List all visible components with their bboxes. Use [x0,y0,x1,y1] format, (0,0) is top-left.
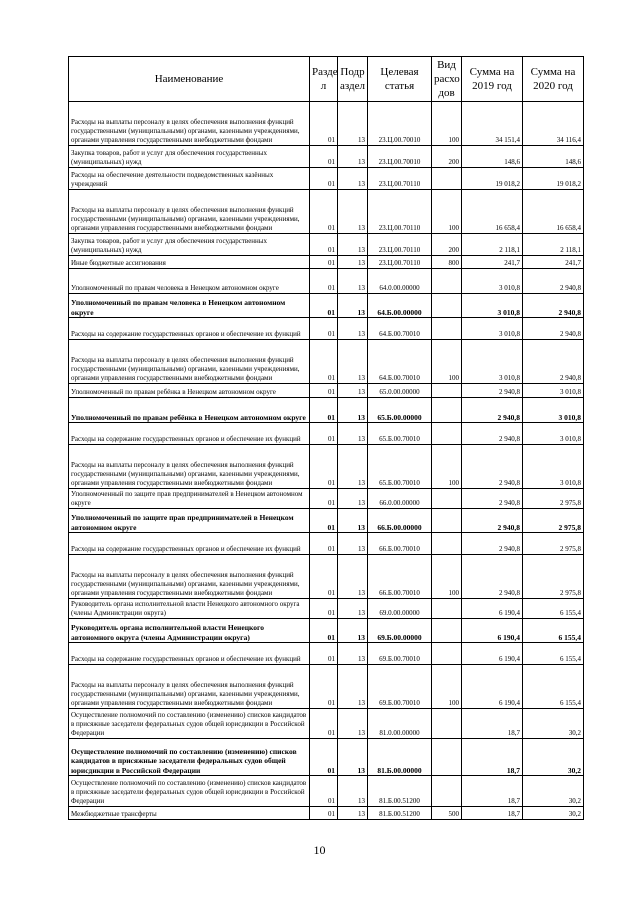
cell-vid: 100 [432,445,462,489]
cell-vid: 800 [432,256,462,269]
cell-target: 81.Б.00.00000 [368,739,432,776]
cell-sum-2019: 2 940,8 [462,384,523,398]
cell-podrazdel: 13 [338,340,368,384]
cell-podrazdel: 13 [338,294,368,318]
cell-sum-2019: 148,6 [462,146,523,168]
cell-sum-2020: 6 155,4 [523,599,584,619]
cell-target: 66.Б.00.70010 [368,533,432,555]
cell-podrazdel: 13 [338,555,368,599]
table-body [69,102,584,820]
cell-vid [432,269,462,294]
cell-razdel: 01 [310,256,338,269]
cell-sum-2019: 2 940,8 [462,445,523,489]
cell-vid: 500 [432,807,462,820]
cell-vid [432,384,462,398]
cell-name: Уполномоченный по правам человека в Ненецком автономном округе [69,294,310,318]
cell-sum-2020: 2 940,8 [523,294,584,318]
cell-sum-2019: 241,7 [462,256,523,269]
header-target: Целевая статья [368,57,432,102]
cell-name: Межбюджетные трансферты [69,807,310,820]
cell-name: Расходы на обеспечение деятельности подведомственных казённых учреждений [69,168,310,190]
cell-sum-2020: 2 975,8 [523,555,584,599]
cell-name: Расходы на выплаты персоналу в целях обеспечения выполнения функций государственными (муниципальными) органами, казенными учреждениями, органами управления государственными внебюджетными фондами [69,340,310,384]
table-row [69,269,584,294]
header-name: Наименование [69,57,310,102]
cell-vid [432,619,462,643]
cell-sum-2019: 18,7 [462,776,523,807]
cell-sum-2020: 34 116,4 [523,102,584,146]
table-row [69,665,584,709]
cell-vid [432,739,462,776]
cell-sum-2020: 3 010,8 [523,398,584,423]
cell-razdel: 01 [310,533,338,555]
cell-sum-2020: 30,2 [523,776,584,807]
cell-razdel: 01 [310,807,338,820]
cell-name: Расходы на содержание государственных органов и обеспечение их функций [69,318,310,340]
cell-target: 69.Б.00.70010 [368,643,432,665]
cell-name: Уполномоченный по правам ребёнка в Ненецком автономном округе [69,384,310,398]
cell-razdel: 01 [310,619,338,643]
cell-podrazdel: 13 [338,318,368,340]
cell-razdel: 01 [310,665,338,709]
table-row [69,102,584,146]
cell-target: 81.0.00.00000 [368,709,432,739]
cell-sum-2020: 3 010,8 [523,445,584,489]
cell-razdel: 01 [310,269,338,294]
cell-vid: 100 [432,190,462,234]
cell-razdel: 01 [310,190,338,234]
cell-razdel: 01 [310,423,338,445]
cell-sum-2019: 6 190,4 [462,643,523,665]
cell-vid [432,398,462,423]
cell-target: 23.Ц.00.70010 [368,102,432,146]
cell-vid [432,168,462,190]
table-row [69,318,584,340]
budget-table [68,56,584,820]
cell-vid [432,294,462,318]
table-row [69,739,584,776]
cell-razdel: 01 [310,643,338,665]
table-row [69,340,584,384]
cell-razdel: 01 [310,398,338,423]
cell-sum-2020: 6 155,4 [523,643,584,665]
cell-target: 64.0.00.00000 [368,269,432,294]
cell-podrazdel: 13 [338,423,368,445]
cell-podrazdel: 13 [338,234,368,256]
cell-razdel: 01 [310,509,338,533]
cell-target: 65.Б.00.70010 [368,445,432,489]
cell-sum-2019: 6 190,4 [462,599,523,619]
cell-target: 81.Б.00.51200 [368,807,432,820]
cell-target: 23.Ц.00.70010 [368,146,432,168]
cell-name: Осуществление полномочий по составлению (изменению) списков кандидатов в присяжные заседатели федеральных судов общей юрисдикции в Российской Федерации [69,709,310,739]
table-row [69,234,584,256]
cell-sum-2019: 18,7 [462,807,523,820]
cell-sum-2019: 2 940,8 [462,423,523,445]
cell-razdel: 01 [310,318,338,340]
cell-target: 69.Б.00.00000 [368,619,432,643]
cell-sum-2019: 2 940,8 [462,509,523,533]
table-row [69,168,584,190]
table-row [69,643,584,665]
cell-vid [432,489,462,509]
cell-vid: 100 [432,340,462,384]
cell-target: 23.Ц.00.70110 [368,256,432,269]
table-row [69,709,584,739]
cell-sum-2020: 2 940,8 [523,340,584,384]
cell-target: 65.0.00.00000 [368,384,432,398]
cell-podrazdel: 13 [338,665,368,709]
cell-podrazdel: 13 [338,776,368,807]
cell-vid [432,643,462,665]
cell-name: Расходы на содержание государственных органов и обеспечение их функций [69,533,310,555]
header-podrazdel: Подр аздел [338,57,368,102]
cell-sum-2019: 3 010,8 [462,340,523,384]
cell-vid: 100 [432,665,462,709]
cell-sum-2019: 2 940,8 [462,489,523,509]
cell-sum-2019: 3 010,8 [462,269,523,294]
cell-name: Уполномоченный по правам человека в Ненецком автономном округе [69,269,310,294]
cell-sum-2020: 16 658,4 [523,190,584,234]
cell-sum-2020: 2 940,8 [523,318,584,340]
cell-razdel: 01 [310,234,338,256]
cell-podrazdel: 13 [338,509,368,533]
cell-sum-2020: 3 010,8 [523,423,584,445]
cell-sum-2019: 16 658,4 [462,190,523,234]
cell-name: Осуществление полномочий по составлению (изменению) списков кандидатов в присяжные заседатели федеральных судов общей юрисдикции в Российской Федерации [69,776,310,807]
cell-sum-2019: 3 010,8 [462,318,523,340]
cell-razdel: 01 [310,739,338,776]
cell-vid [432,599,462,619]
cell-vid: 200 [432,146,462,168]
table-row [69,423,584,445]
cell-target: 23.Ц.00.70110 [368,190,432,234]
cell-name: Иные бюджетные ассигнования [69,256,310,269]
cell-podrazdel: 13 [338,398,368,423]
cell-target: 64.Б.00.70010 [368,318,432,340]
cell-target: 65.Б.00.00000 [368,398,432,423]
cell-podrazdel: 13 [338,619,368,643]
cell-podrazdel: 13 [338,599,368,619]
cell-name: Расходы на выплаты персоналу в целях обеспечения выполнения функций государственными (муниципальными) органами, казенными учреждениями, органами управления государственными внебюджетными фондами [69,190,310,234]
cell-podrazdel: 13 [338,269,368,294]
cell-vid [432,533,462,555]
cell-vid [432,318,462,340]
table-row [69,445,584,489]
table-row [69,619,584,643]
cell-vid [432,423,462,445]
cell-name: Закупка товаров, работ и услуг для обеспечения государственных (муниципальных) нужд [69,234,310,256]
cell-razdel: 01 [310,555,338,599]
cell-name: Закупка товаров, работ и услуг для обеспечения государственных (муниципальных) нужд [69,146,310,168]
cell-sum-2019: 6 190,4 [462,619,523,643]
cell-razdel: 01 [310,146,338,168]
cell-vid: 100 [432,102,462,146]
cell-name: Расходы на выплаты персоналу в целях обеспечения выполнения функций государственными (муниципальными) органами, казенными учреждениями, органами управления государственными внебюджетными фондами [69,665,310,709]
cell-razdel: 01 [310,384,338,398]
cell-target: 69.Б.00.70010 [368,665,432,709]
page-number: 10 [313,843,326,857]
table-row [69,190,584,234]
cell-target: 65.Б.00.70010 [368,423,432,445]
cell-sum-2019: 3 010,8 [462,294,523,318]
cell-name: Расходы на содержание государственных органов и обеспечение их функций [69,643,310,665]
cell-sum-2019: 19 018,2 [462,168,523,190]
header-razdel: Разде л [310,57,338,102]
table-row [69,555,584,599]
cell-vid [432,509,462,533]
cell-target: 64.Б.00.00000 [368,294,432,318]
table-header-row [69,57,584,102]
cell-sum-2020: 3 010,8 [523,384,584,398]
cell-sum-2020: 148,6 [523,146,584,168]
cell-podrazdel: 13 [338,146,368,168]
cell-podrazdel: 13 [338,489,368,509]
cell-razdel: 01 [310,102,338,146]
cell-name: Уполномоченный по защите прав предпринимателей в Ненецком автономном округе [69,489,310,509]
header-vid: Вид расхо дов [432,57,462,102]
table-row [69,294,584,318]
cell-name: Руководитель органа исполнительной власти Ненецкого автономного округа (члены Администрации округа) [69,619,310,643]
header-sum-2019: Сумма на 2019 год [462,57,523,102]
cell-vid: 200 [432,234,462,256]
cell-name: Уполномоченный по защите прав предпринимателей в Ненецком автономном округе [69,509,310,533]
cell-podrazdel: 13 [338,807,368,820]
table-row [69,256,584,269]
table-row [69,533,584,555]
cell-vid [432,709,462,739]
cell-podrazdel: 13 [338,643,368,665]
cell-podrazdel: 13 [338,256,368,269]
cell-sum-2020: 6 155,4 [523,665,584,709]
cell-podrazdel: 13 [338,739,368,776]
cell-razdel: 01 [310,294,338,318]
cell-podrazdel: 13 [338,190,368,234]
cell-razdel: 01 [310,168,338,190]
cell-name: Расходы на содержание государственных органов и обеспечение их функций [69,423,310,445]
cell-vid [432,776,462,807]
cell-razdel: 01 [310,445,338,489]
cell-sum-2020: 2 975,8 [523,533,584,555]
cell-name: Расходы на выплаты персоналу в целях обеспечения выполнения функций государственными (муниципальными) органами, казенными учреждениями, органами управления государственными внебюджетными фондами [69,102,310,146]
cell-sum-2019: 18,7 [462,709,523,739]
cell-name: Расходы на выплаты персоналу в целях обеспечения выполнения функций государственными (муниципальными) органами, казенными учреждениями, органами управления государственными внебюджетными фондами [69,555,310,599]
table-row [69,509,584,533]
table-row [69,146,584,168]
cell-target: 66.Б.00.70010 [368,555,432,599]
cell-target: 23.Ц.00.70110 [368,168,432,190]
cell-sum-2019: 2 940,8 [462,533,523,555]
cell-podrazdel: 13 [338,533,368,555]
cell-sum-2020: 2 940,8 [523,269,584,294]
cell-sum-2020: 2 975,8 [523,489,584,509]
cell-razdel: 01 [310,709,338,739]
cell-sum-2020: 30,2 [523,739,584,776]
cell-podrazdel: 13 [338,102,368,146]
header-sum-2020: Сумма на 2020 год [523,57,584,102]
cell-sum-2020: 6 155,4 [523,619,584,643]
cell-podrazdel: 13 [338,384,368,398]
table-row [69,776,584,807]
cell-sum-2020: 2 975,8 [523,509,584,533]
cell-name: Осуществление полномочий по составлению (изменению) списков кандидатов в присяжные заседатели федеральных судов общей юрисдикции в Российской Федерации [69,739,310,776]
cell-target: 23.Ц.00.70110 [368,234,432,256]
cell-razdel: 01 [310,340,338,384]
cell-sum-2020: 2 118,1 [523,234,584,256]
cell-name: Руководитель органа исполнительной власти Ненецкого автономного округа (члены Администрации округа) [69,599,310,619]
cell-sum-2019: 2 940,8 [462,555,523,599]
cell-razdel: 01 [310,489,338,509]
cell-sum-2019: 6 190,4 [462,665,523,709]
cell-sum-2020: 30,2 [523,807,584,820]
cell-name: Расходы на выплаты персоналу в целях обеспечения выполнения функций государственными (муниципальными) органами, казенными учреждениями, органами управления государственными внебюджетными фондами [69,445,310,489]
cell-podrazdel: 13 [338,709,368,739]
cell-target: 66.0.00.00000 [368,489,432,509]
cell-sum-2020: 30,2 [523,709,584,739]
cell-vid: 100 [432,555,462,599]
table-row [69,599,584,619]
cell-razdel: 01 [310,776,338,807]
cell-name: Уполномоченный по правам ребёнка в Ненецком автономном округе [69,398,310,423]
cell-podrazdel: 13 [338,168,368,190]
table-row [69,384,584,398]
cell-sum-2019: 2 940,8 [462,398,523,423]
table-row [69,489,584,509]
table-row [69,398,584,423]
cell-target: 81.Б.00.51200 [368,776,432,807]
cell-sum-2019: 18,7 [462,739,523,776]
cell-sum-2019: 2 118,1 [462,234,523,256]
cell-sum-2020: 19 018,2 [523,168,584,190]
cell-sum-2019: 34 151,4 [462,102,523,146]
cell-target: 69.0.00.00000 [368,599,432,619]
cell-razdel: 01 [310,599,338,619]
cell-target: 64.Б.00.70010 [368,340,432,384]
cell-sum-2020: 241,7 [523,256,584,269]
budget-table-page [68,56,583,820]
table-row [69,807,584,820]
cell-podrazdel: 13 [338,445,368,489]
cell-target: 66.Б.00.00000 [368,509,432,533]
